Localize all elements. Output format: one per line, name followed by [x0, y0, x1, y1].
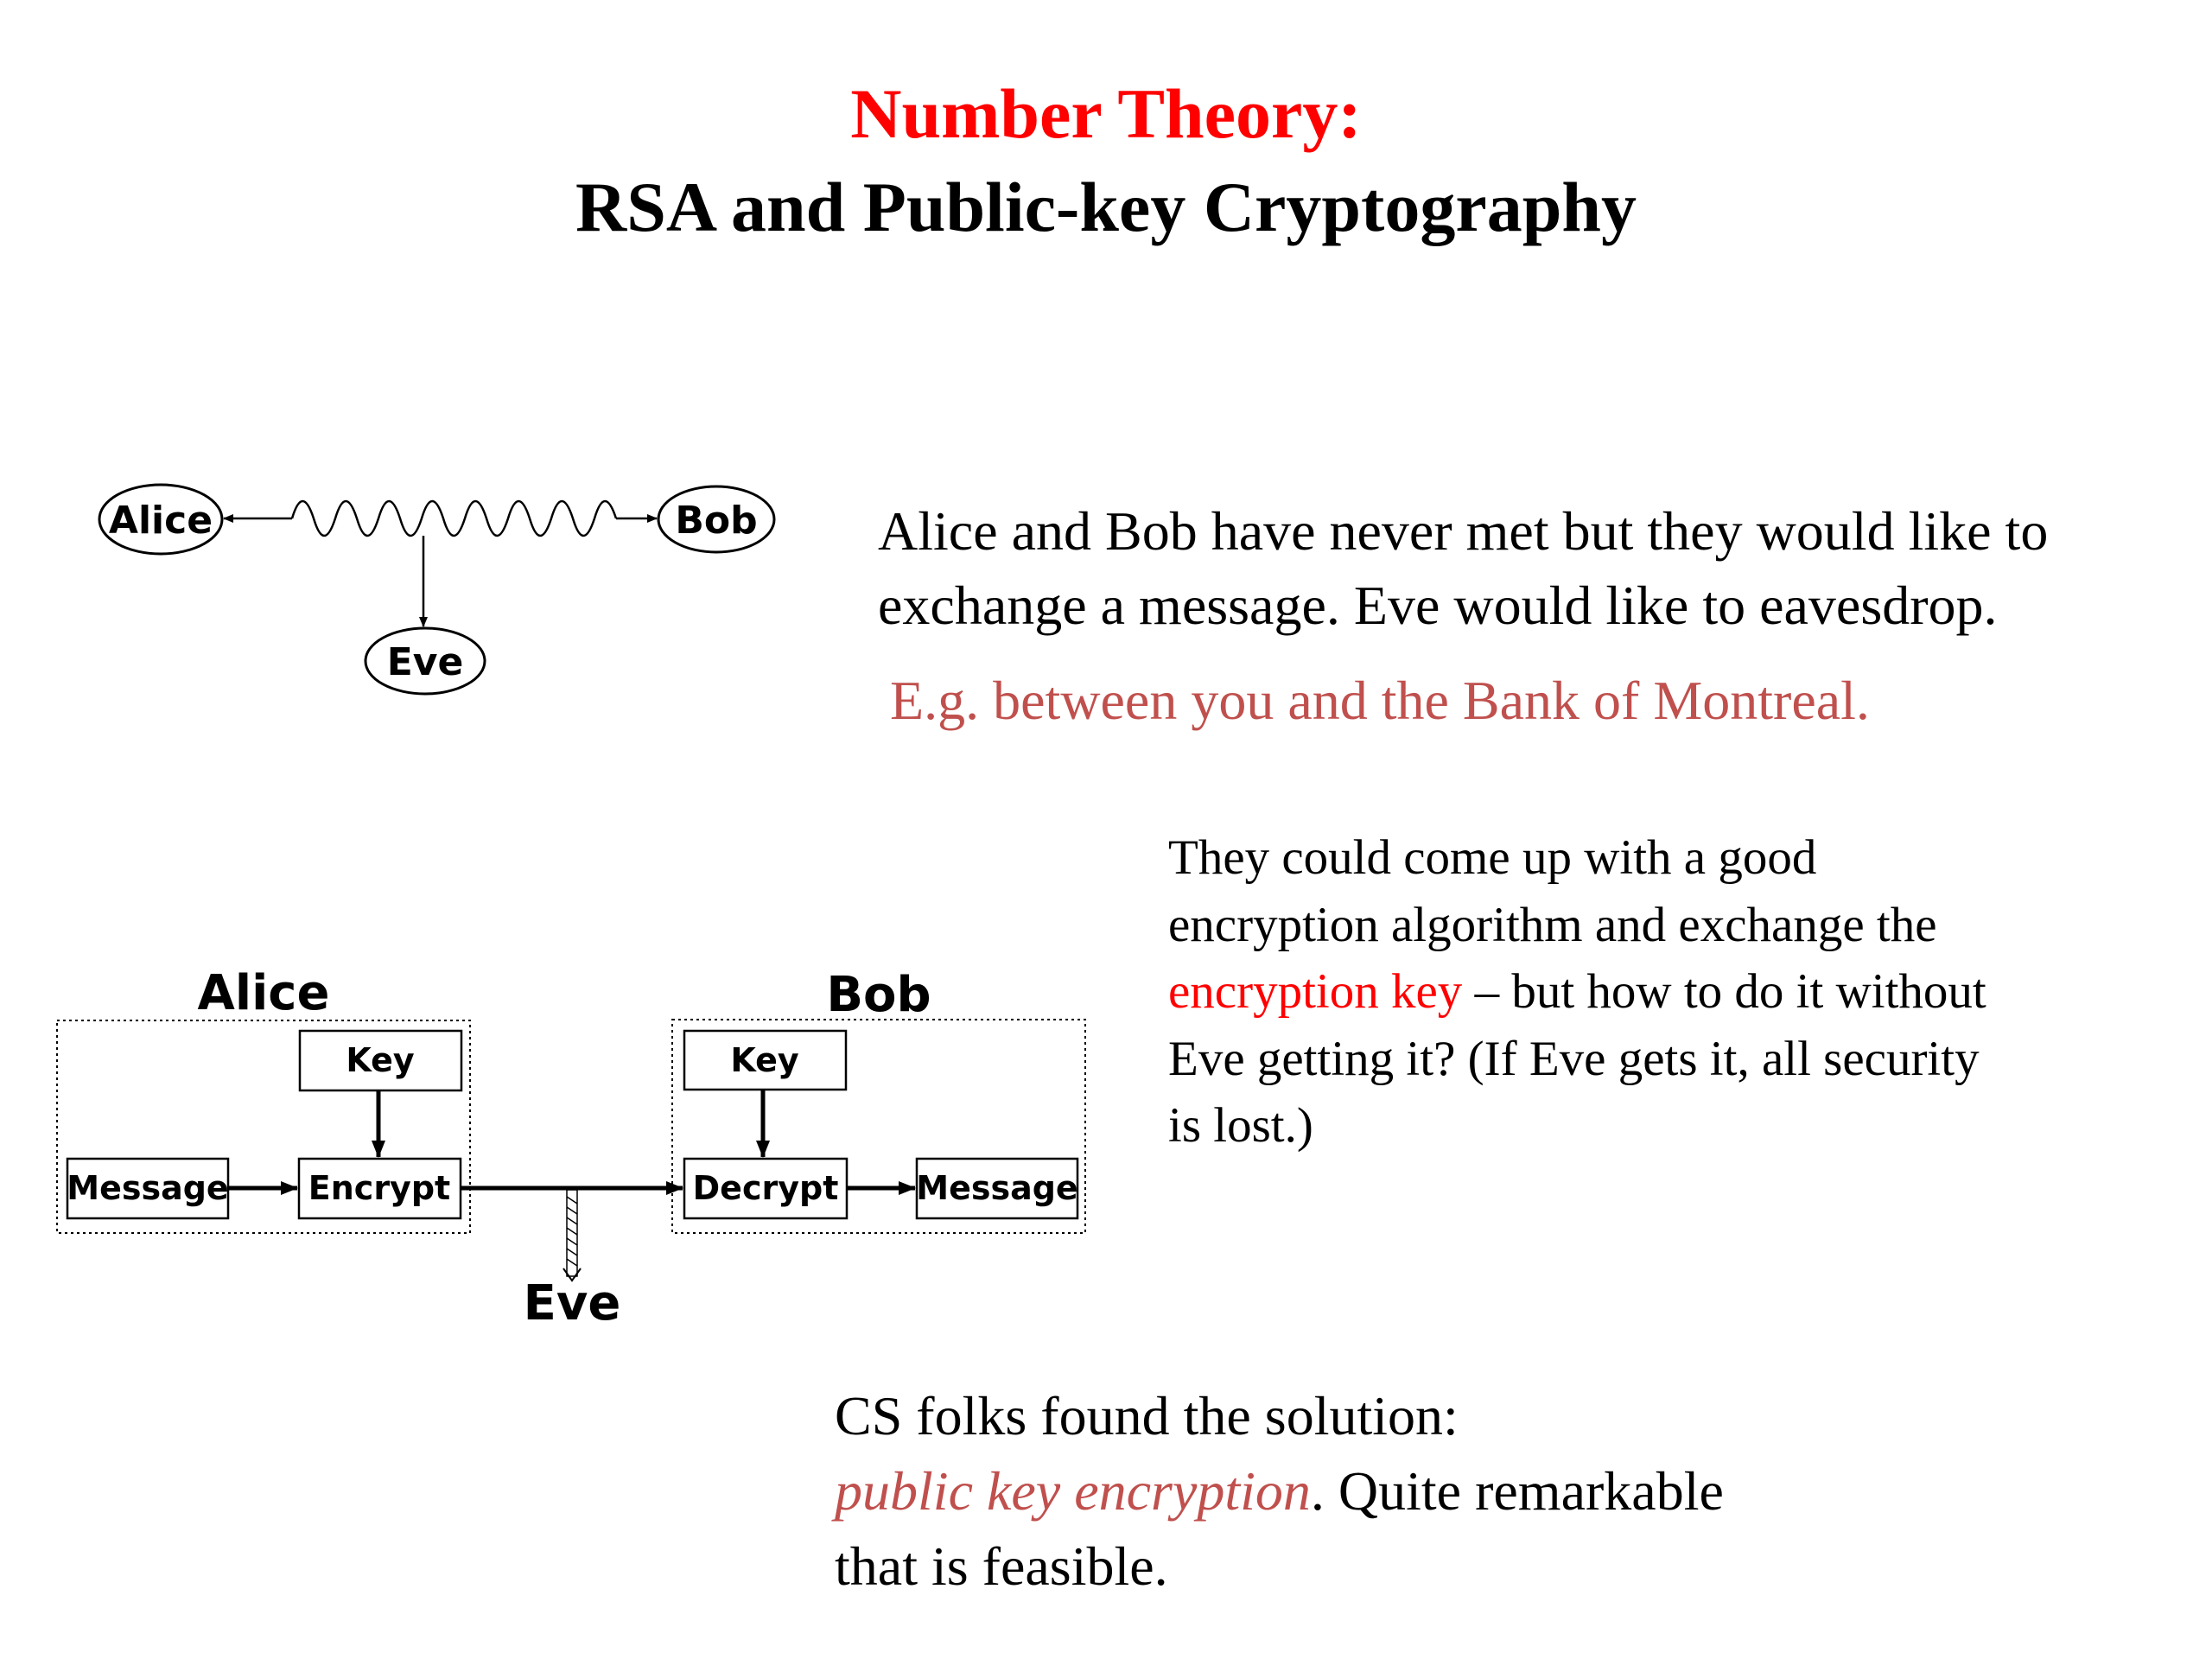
encryption-key-term: encryption key — [1168, 964, 1463, 1019]
solution-line-2 — [835, 1453, 2131, 1529]
key-exchange-paragraph — [1168, 824, 2205, 1160]
bob-message-label: Message — [916, 1169, 1078, 1207]
decrypt-label: Decrypt — [692, 1169, 839, 1207]
wavy-channel — [292, 501, 616, 536]
bob-key-label: Key — [730, 1041, 799, 1079]
public-key-encryption-term: public key encryption — [835, 1460, 1311, 1522]
key-exchange-line-3-rest: – but how to do it without — [1462, 964, 1986, 1019]
eve-tap — [563, 1190, 581, 1281]
solution-line-2-rest: . Quite remarkable — [1310, 1460, 1724, 1522]
key-exchange-line-2: encryption algorithm and exchange the — [1168, 897, 1937, 952]
solution-line-1: CS folks found the solution: — [835, 1385, 1459, 1446]
intro-paragraph — [878, 494, 2209, 643]
encrypt-label: Encrypt — [308, 1169, 451, 1207]
slide-title: Number Theory: — [850, 74, 1362, 153]
key-exchange-line-4: Eve getting it? (If Eve gets it, all security — [1168, 1031, 1980, 1086]
solution-paragraph — [835, 1378, 2131, 1604]
solution-line-3: that is feasible. — [835, 1535, 1168, 1597]
example-line: E.g. between you and the Bank of Montreal. — [890, 670, 1870, 731]
bob-node-label: Bob — [675, 499, 758, 543]
alice-node-label: Alice — [108, 499, 213, 543]
eve-label: Eve — [523, 1275, 621, 1332]
eve-node-label: Eve — [386, 640, 464, 684]
key-exchange-line-1: They could come up with a good — [1168, 830, 1817, 885]
intro-line-1: Alice and Bob have never met but they would like to — [878, 500, 2049, 562]
alice-heading: Alice — [197, 965, 330, 1021]
alice-message-label: Message — [67, 1169, 229, 1207]
intro-line-2: exchange a message. Eve would like to eavesdrop. — [878, 575, 1998, 636]
key-exchange-line-3 — [1168, 958, 2205, 1026]
key-exchange-line-5: is lost.) — [1168, 1098, 1313, 1153]
bob-heading: Bob — [826, 967, 931, 1023]
alice-key-label: Key — [346, 1041, 415, 1079]
slide-subtitle: RSA and Public-key Cryptography — [575, 168, 1637, 246]
